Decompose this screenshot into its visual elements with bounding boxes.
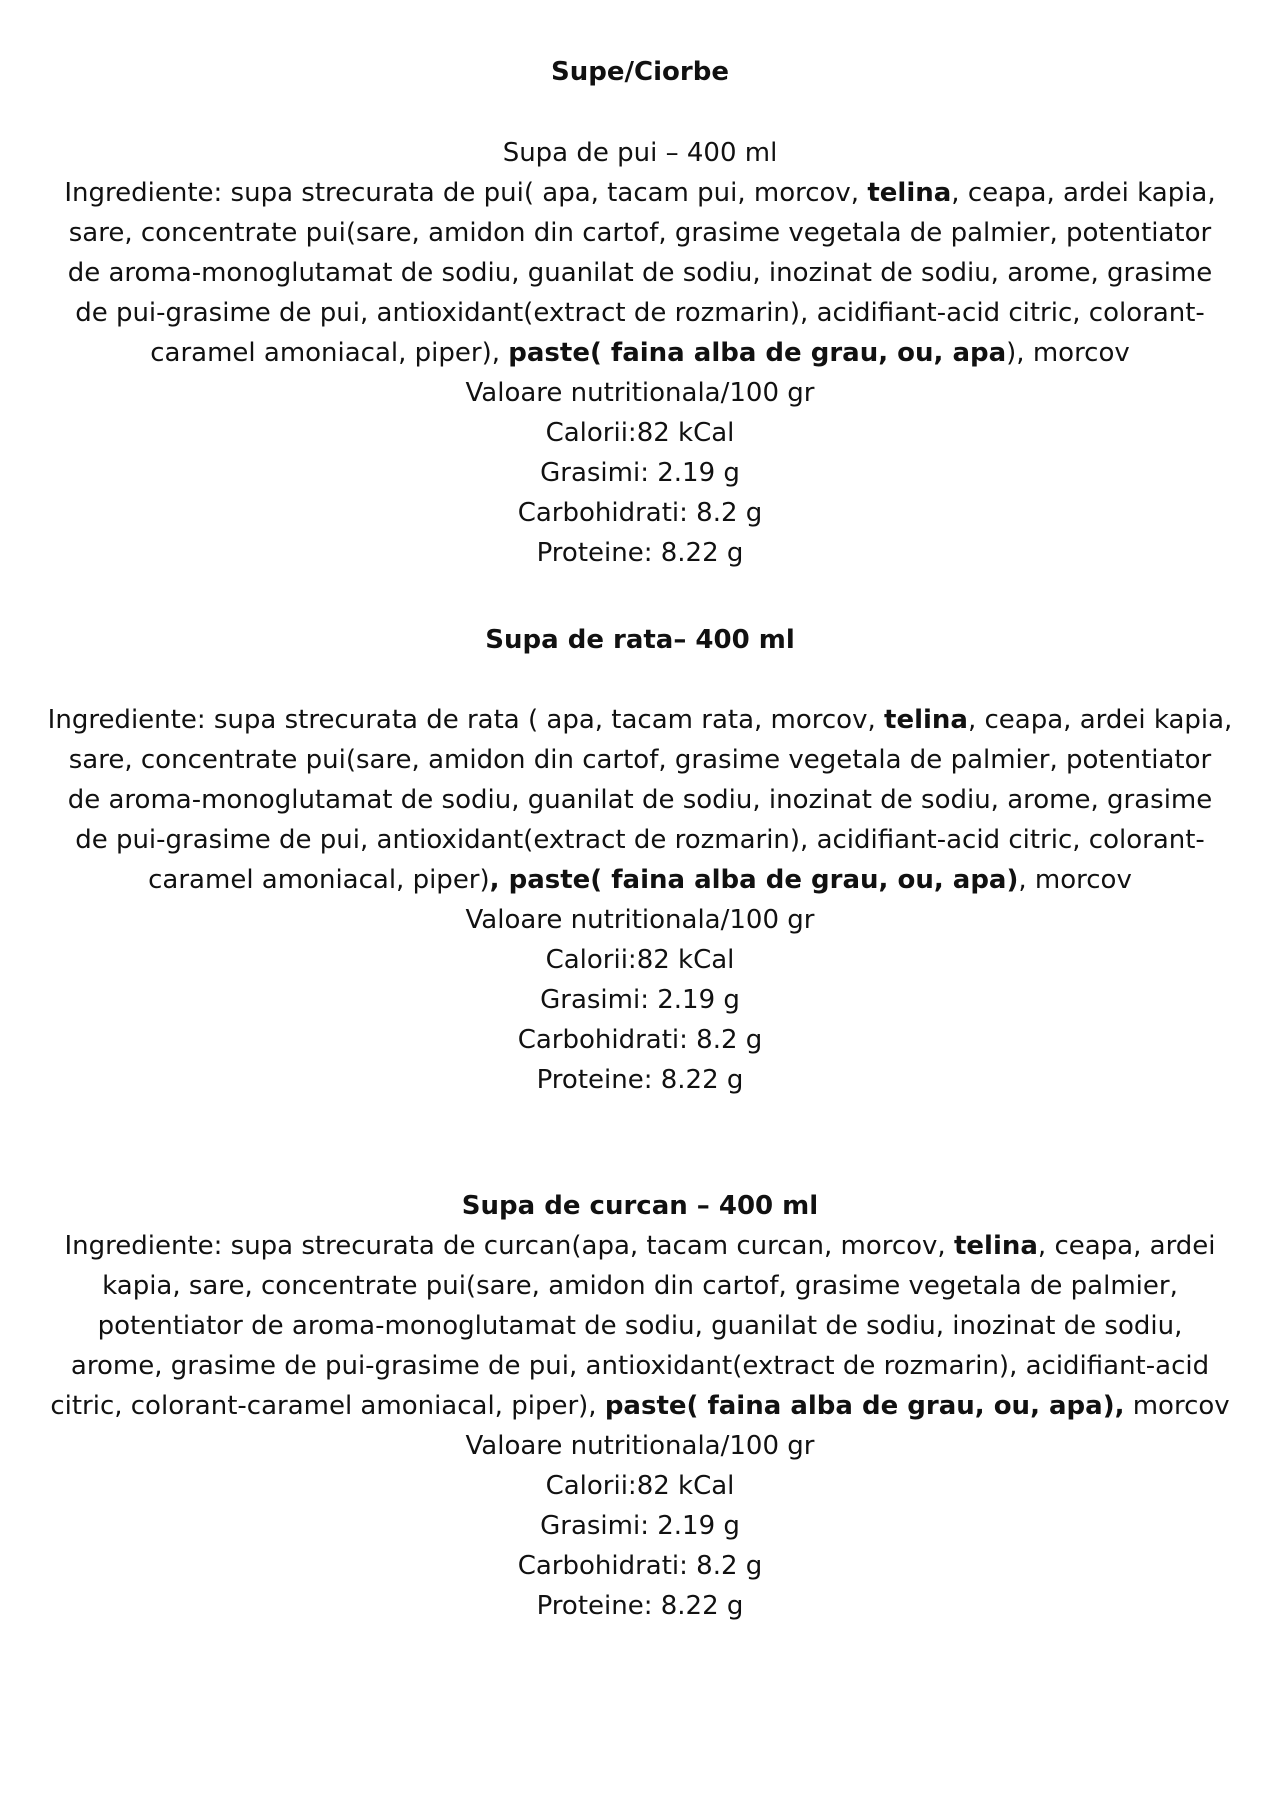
ingredients-line: Ingrediente: supa strecurata de curcan(apa, tacam curcan, morcov, telina, ceapa, ardei [64,1231,1216,1261]
ingredients-line: de aroma-monoglutamat de sodiu, guanilat de sodiu, inozinat de sodiu, arome, grasime [67,785,1213,815]
nutrition-header: Valoare nutritionala/100 gr [465,1431,815,1461]
calories-value: Calorii:82 kCal [545,1471,735,1501]
fat-value: Grasimi: 2.19 g [540,458,740,488]
ingredients-line: de pui-grasime de pui, antioxidant(extract de rozmarin), acidifiant-acid citric, colorant- [75,825,1205,855]
ingredients-line: potentiator de aroma-monoglutamat de sodiu, guanilat de sodiu, inozinat de sodiu, [97,1311,1183,1341]
allergen-text: telina [867,178,952,208]
allergen-text: telina [953,1231,1038,1261]
soup-title: Supa de curcan – 400 ml [461,1191,819,1221]
soup-title: Supa de pui – 400 ml [502,138,778,168]
ingredients-line: caramel amoniacal, piper), paste( faina alba de grau, ou, apa), morcov [148,865,1132,895]
ingredients-line: sare, concentrate pui(sare, amidon din cartof, grasime vegetala de palmier, potentiator [68,218,1212,248]
soup-title: Supa de rata– 400 ml [485,625,795,655]
page-heading: Supe/Ciorbe [551,57,729,87]
carbs-value: Carbohidrati: 8.2 g [517,1025,763,1055]
allergen-text: telina [884,705,968,735]
allergen-text: paste( faina alba de grau, ou, apa [508,338,1007,368]
protein-value: Proteine: 8.22 g [536,1065,744,1095]
carbs-value: Carbohidrati: 8.2 g [517,1551,763,1581]
allergen-text: paste( faina alba de grau, ou, apa), [604,1391,1125,1421]
ingredients-line: citric, colorant-caramel amoniacal, piper), paste( faina alba de grau, ou, apa), morcov [50,1391,1230,1421]
nutrition-header: Valoare nutritionala/100 gr [465,905,815,935]
ingredients-line: de pui-grasime de pui, antioxidant(extract de rozmarin), acidifiant-acid citric, colorant- [75,298,1205,328]
ingredients-line: Ingrediente: supa strecurata de pui( apa, tacam pui, morcov, telina, ceapa, ardei kapia, [64,178,1216,208]
carbs-value: Carbohidrati: 8.2 g [517,498,763,528]
protein-value: Proteine: 8.22 g [536,1591,744,1621]
calories-value: Calorii:82 kCal [545,945,735,975]
calories-value: Calorii:82 kCal [545,418,735,448]
protein-value: Proteine: 8.22 g [536,538,744,568]
ingredients-line: Ingrediente: supa strecurata de rata ( apa, tacam rata, morcov, telina, ceapa, ardei kapia, [47,705,1233,735]
ingredients-line: sare, concentrate pui(sare, amidon din cartof, grasime vegetala de palmier, potentiator [68,745,1212,775]
fat-value: Grasimi: 2.19 g [540,1511,740,1541]
ingredients-line: de aroma-monoglutamat de sodiu, guanilat de sodiu, inozinat de sodiu, arome, grasime [67,258,1213,288]
allergen-text: , paste( faina alba de grau, ou, apa) [489,865,1019,895]
ingredients-line: caramel amoniacal, piper), paste( faina alba de grau, ou, apa), morcov [150,338,1130,368]
fat-value: Grasimi: 2.19 g [540,985,740,1015]
nutrition-header: Valoare nutritionala/100 gr [465,378,815,408]
ingredients-line: kapia, sare, concentrate pui(sare, amidon din cartof, grasime vegetala de palmier, [102,1271,1178,1301]
ingredients-line: arome, grasime de pui-grasime de pui, antioxidant(extract de rozmarin), acidifiant-acid [70,1351,1210,1381]
